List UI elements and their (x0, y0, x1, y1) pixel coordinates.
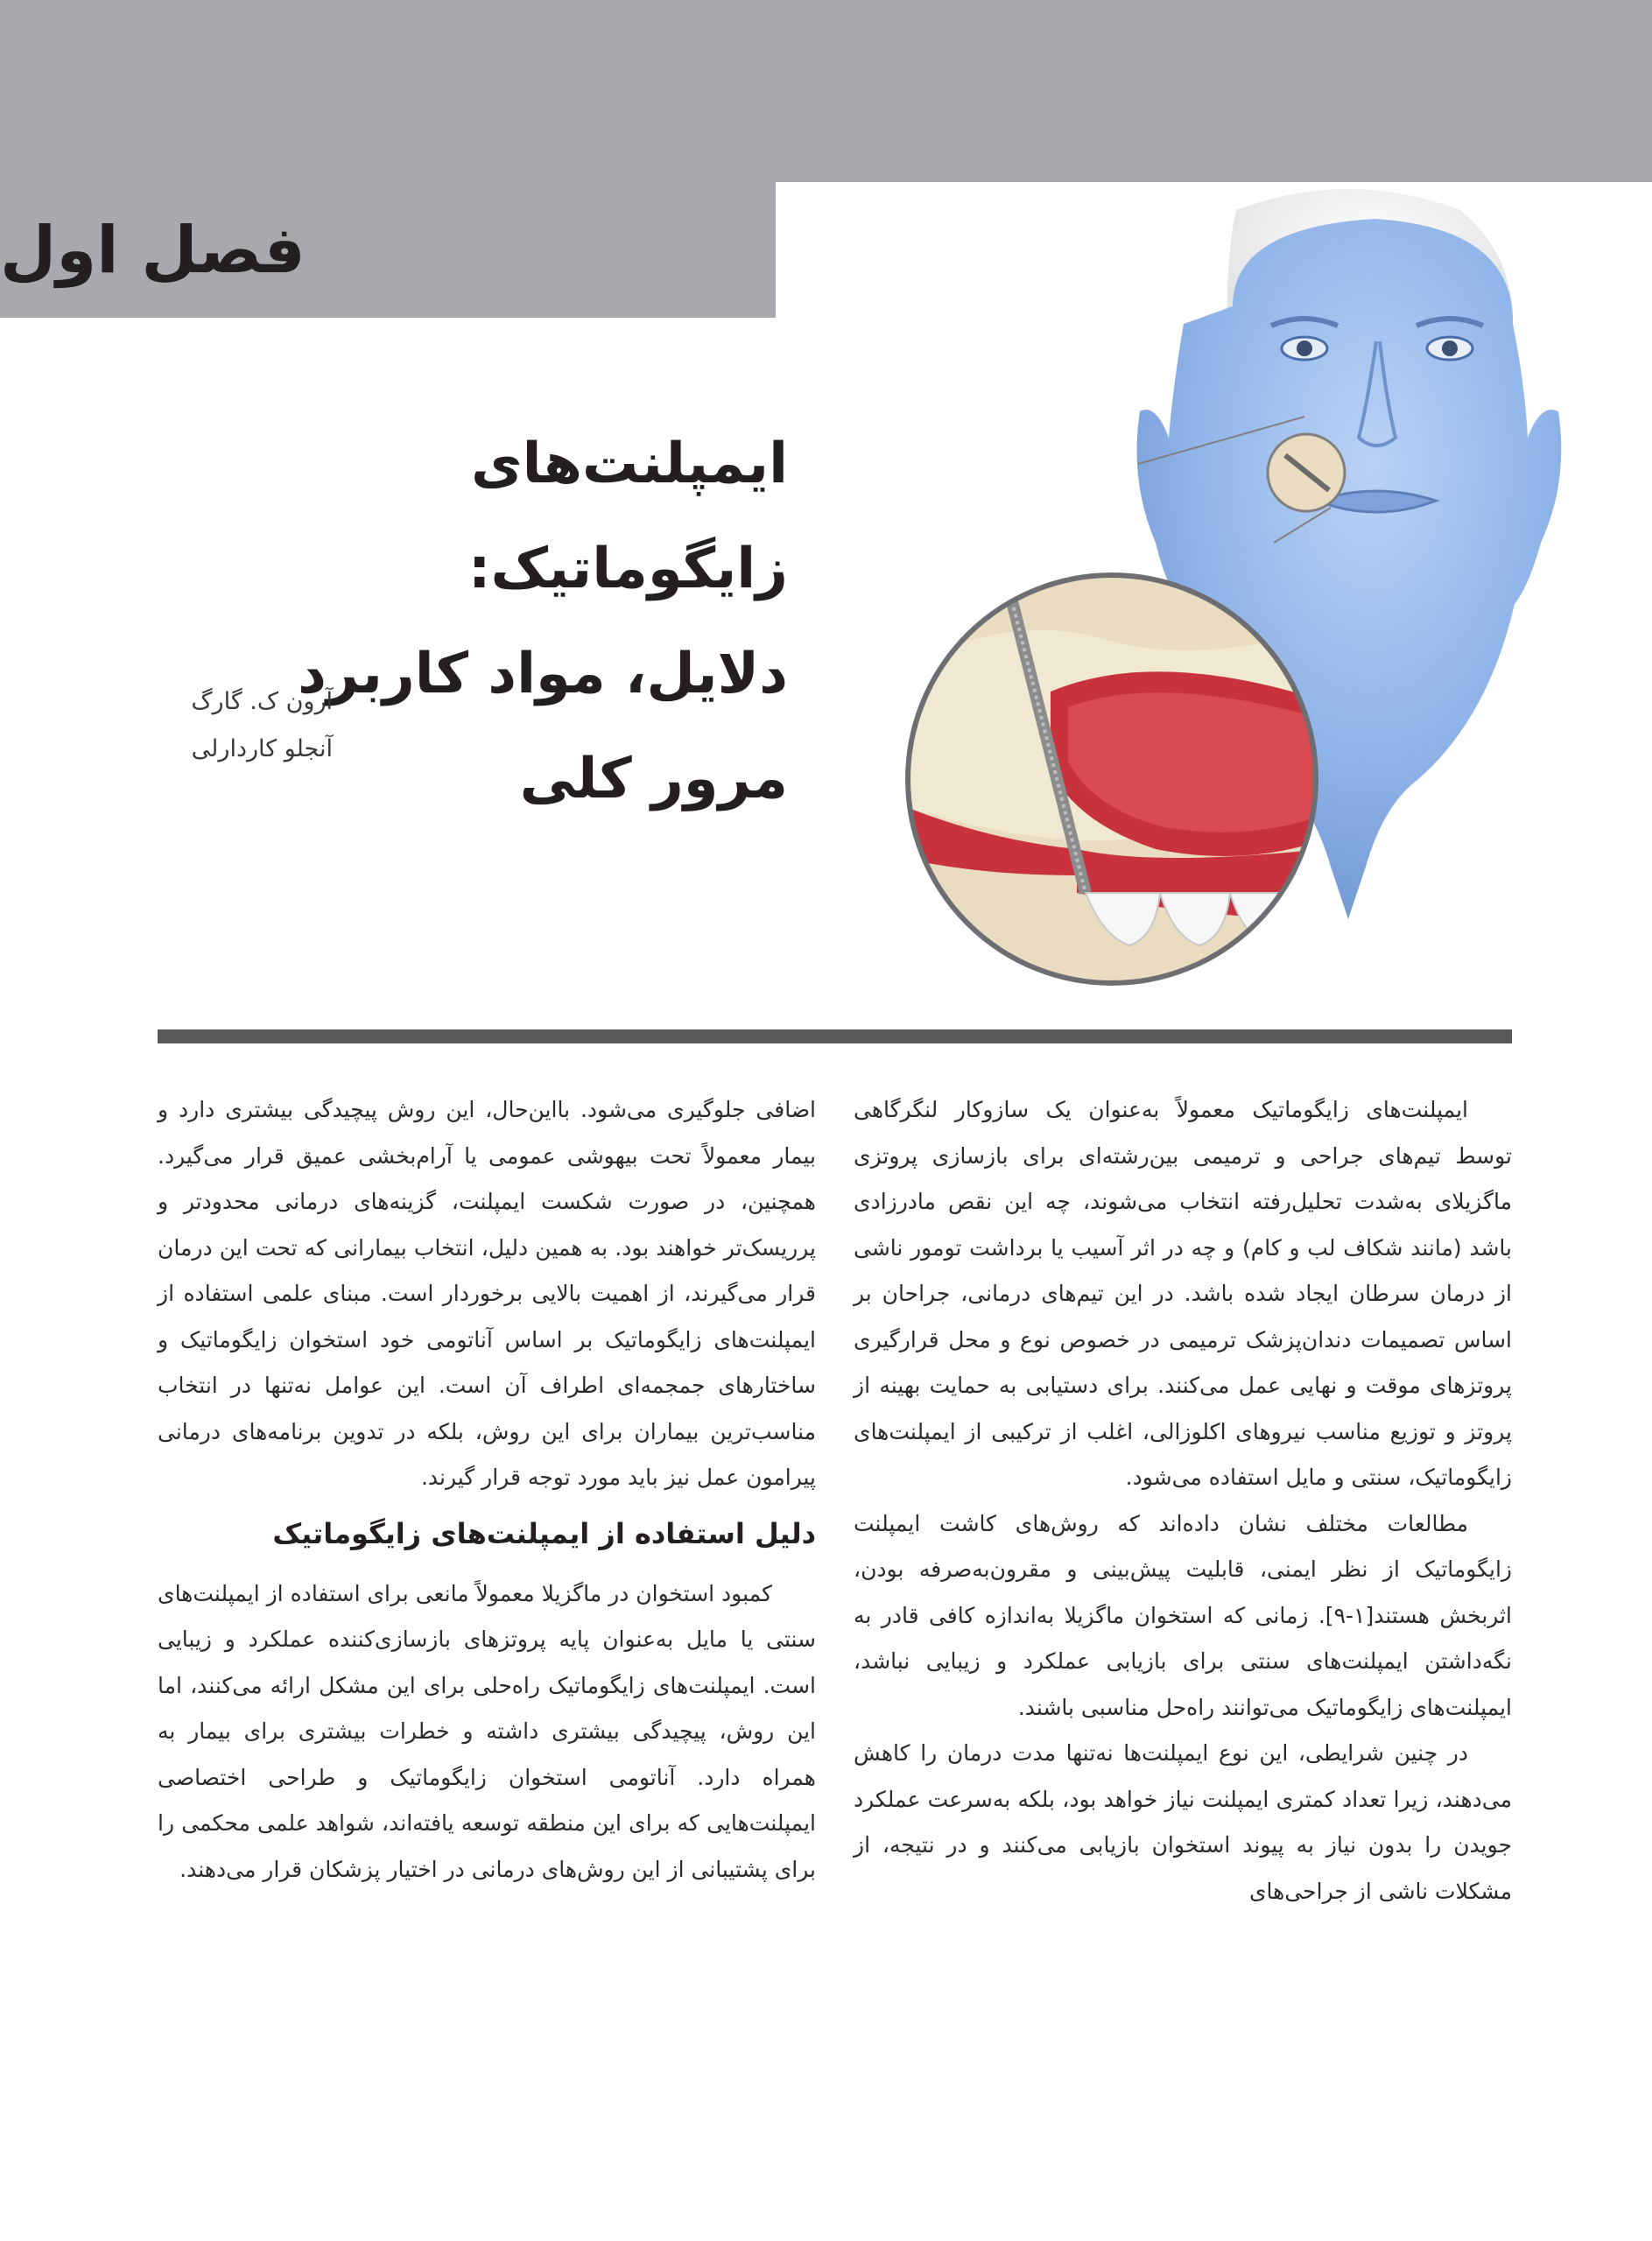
body-column-right (854, 1087, 1512, 1914)
body-column-left (158, 1087, 816, 1893)
paragraph: مطالعات مختلف نشان داده‌اند که روش‌های کاشت ایمپلنت زایگوماتیک از نظر ایمنی، قابلیت پیش‌بینی و مقرون‌به‌صرفه بودن، اثربخش هستند[۱-۹]. زمانی که استخوان ماگزیلا به‌اندازه کافی قادر به نگه‌داشتن ایمپلنت‌های سنتی برای بازیابی عملکرد و زیبایی نباشد، ایمپلنت‌های زایگوماتیک می‌توانند راه‌حل مناسبی باشند. (854, 1510, 1513, 1720)
author-name: آنجلو کاردارلی (191, 735, 333, 762)
teeth-icon (1086, 893, 1300, 945)
paragraph: ایمپلنت‌های زایگوماتیک معمولاً به‌عنوان یک سازوکار لنگرگاهی توسط تیم‌های جراحی و ترمیمی بین‌رشته‌ای برای بازسازی پروتزی ماگزیلای به‌شدت تحلیل‌رفته انتخاب می‌شوند، چه این نقص مادرزادی باشد (مانند شکاف لب و کام) و چه در اثر آسیب یا برداشت تومور ناشی از درمان سرطان ایجاد شده باشد. در این تیم‌های درمانی، جراحان بر اساس تصمیمات دندان‌پزشک ترمیمی در خصوص نوع و محل قرارگیری پروتزهای موقت و نهایی عمل می‌کنند. برای دستیابی به حمایت بهینه از پروتز و توزیع مناسب نیروهای اکلوزالی، اغلب از ترکیبی از ایمپلنت‌های زایگوماتیک، سنتی و مایل استفاده می‌شود. (854, 1097, 1512, 1490)
paragraph: کمبود استخوان در ماگزیلا معمولاً مانعی برای استفاده از ایمپلنت‌های سنتی یا مایل به‌عنوان پایه پروتزهای بازسازی‌کننده عملکرد و زیبایی است. ایمپلنت‌های زایگوماتیک راه‌حلی برای این مشکل ارائه می‌کنند، اما این روش، پیچیدگی بیشتری داشته و خطرات بیشتری برای بیمار به همراه دارد. آناتومی استخوان زایگوماتیک و طراحی اختصاصی ایمپلنت‌هایی که برای این منطقه توسعه یافته‌اند، شواهد علمی محکمی را برای پشتیبانی از این روش‌های درمانی در اختیار پزشکان قرار می‌دهند. (158, 1580, 816, 1882)
face-anatomy-illustration (788, 175, 1564, 989)
header-band (0, 0, 1652, 182)
author-name: آرون ک. گارگ (191, 688, 333, 715)
chapter-title: فصل اول (0, 212, 306, 288)
paragraph: اضافی جلوگیری می‌شود. بااین‌حال، این روش پیچیدگی بیشتری دارد و بیمار معمولاً تحت بیهوشی عمومی یا آرام‌بخشی عمیق قرار می‌گیرد. همچنین، در صورت شکست ایمپلنت، گزینه‌های درمانی محدودتر و پرریسک‌تر خواهند بود. به همین دلیل، انتخاب بیمارانی که تحت این درمان قرار می‌گیرند، از اهمیت بالایی برخوردار است. مبنای علمی استفاده از ایمپلنت‌های زایگوماتیک بر اساس آناتومی خود استخوان زایگوماتیک و ساختارهای جمجمه‌ای اطراف آن است. این عوامل نه‌تنها در انتخاب مناسب‌ترین بیماران برای این روش، بلکه در تدوین برنامه‌های درمانی پیرامون عمل نیز باید مورد توجه قرار گیرند. (158, 1097, 816, 1490)
article-title-line-1: ایمپلنت‌های زایگوماتیک: (467, 432, 788, 601)
article-title-line-2: دلایل، مواد کاربرد مرور کلی (298, 642, 788, 811)
section-heading: دلیل استفاده از ایمپلنت‌های زایگوماتیک (272, 1516, 816, 1550)
author-list (158, 678, 333, 773)
section-divider (158, 1029, 1512, 1043)
paragraph: در چنین شرایطی، این نوع ایمپلنت‌ها نه‌تنها مدت درمان را کاهش می‌دهند، زیرا تعداد کمتری ایمپلنت نیاز خواهد بود، بلکه به‌سرعت عملکرد جویدن را بدون نیاز به پیوند استخوان بازیابی می‌کنند و در نتیجه، از مشکلات ناشی از جراحی‌های (854, 1740, 1512, 1904)
chapter-band (0, 182, 776, 318)
